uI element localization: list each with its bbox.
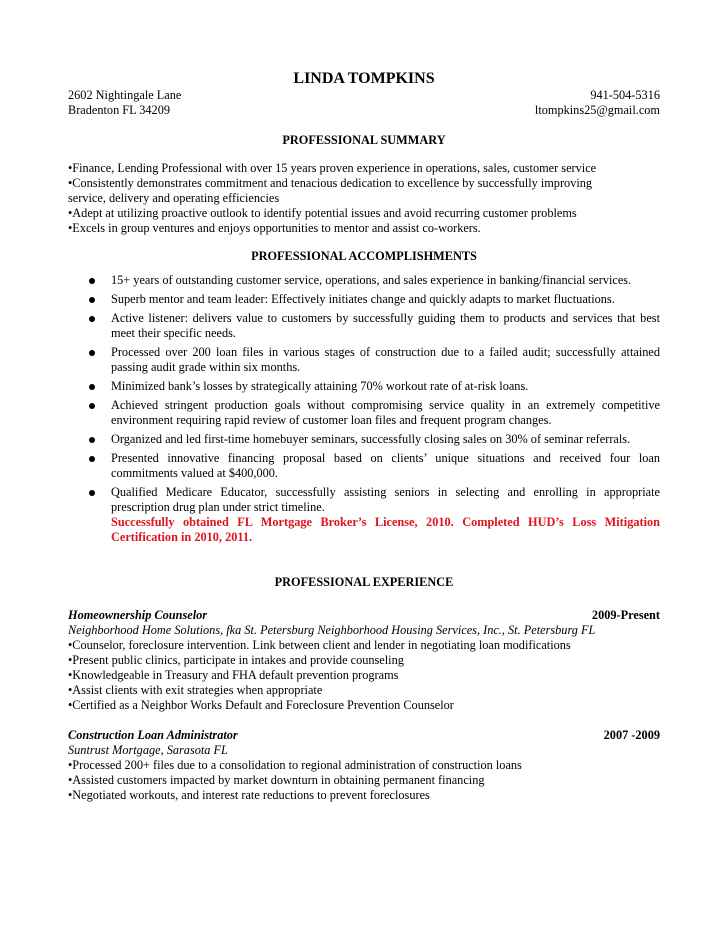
contact-row-1: [68, 88, 660, 103]
job-duty: •Negotiated workouts, and interest rate reductions to prevent foreclosures: [68, 788, 430, 802]
bullet-icon: [89, 297, 95, 303]
summary-line: •Finance, Lending Professional with over 15 years proven experience in operations, sales, customer service: [68, 161, 597, 175]
phone-number: 941-504-5316: [590, 88, 660, 102]
bullet-icon: [89, 278, 95, 284]
job-duty: •Assist clients with exit strategies when appropriate: [68, 683, 323, 697]
accomplishment-text: 15+ years of outstanding customer service, operations, and sales experience in banking/financial services.: [111, 273, 632, 287]
list-item: [68, 345, 660, 375]
list-item: [68, 292, 660, 307]
bullet-icon: [89, 316, 95, 322]
list-item: [68, 273, 660, 288]
job-duty: •Processed 200+ files due to a consolidation to regional administration of construction loans: [68, 758, 522, 772]
address-line-1: 2602 Nightingale Lane: [68, 88, 182, 102]
summary-line: •Adept at utilizing proactive outlook to identify potential issues and avoid recurring customer problems: [68, 206, 577, 220]
summary-line: service, delivery and operating efficiencies: [68, 191, 280, 205]
email-address: ltompkins25@gmail.com: [534, 103, 660, 117]
accomplishment-text: Organized and led first-time homebuyer seminars, successfully closing sales on 30% of seminar referrals.: [111, 432, 631, 446]
job-title: Construction Loan Administrator: [68, 728, 238, 742]
accomplishments-list: [68, 273, 660, 515]
job-header: [68, 728, 660, 743]
job-duty: •Assisted customers impacted by market downturn in obtaining permanent financing: [68, 773, 485, 787]
experience-heading: PROFESSIONAL EXPERIENCE: [274, 575, 454, 589]
job-dates: 2009-Present: [591, 608, 660, 622]
summary-block: [68, 161, 660, 236]
list-item: [68, 311, 660, 341]
job-header: [68, 608, 660, 623]
job-entry: [68, 608, 660, 713]
bullet-icon: [89, 350, 95, 356]
accomplishment-text: Active listener: delivers value to customers by successfully guiding them to products and services that best meet their specific needs.: [111, 311, 660, 340]
list-item: [68, 485, 660, 515]
job-duty: •Certified as a Neighbor Works Default and Foreclosure Prevention Counselor: [68, 698, 454, 712]
accomplishment-text: Processed over 200 loan files in various stages of construction due to a failed audit; successfully attained passing audit grade within six months.: [111, 345, 660, 374]
resume-page: [68, 70, 660, 803]
candidate-name: LINDA TOMPKINS: [293, 70, 435, 87]
bullet-icon: [89, 403, 95, 409]
job-dates: 2007 -2009: [603, 728, 660, 742]
accomplishment-text: Minimized bank’s losses by strategically attaining 70% workout rate of at-risk loans.: [111, 379, 529, 393]
job-employer: Neighborhood Home Solutions, fka St. Petersburg Neighborhood Housing Services, Inc., St. Petersburg FL: [68, 623, 596, 637]
bullet-icon: [89, 456, 95, 462]
bullet-icon: [89, 384, 95, 390]
summary-heading: PROFESSIONAL SUMMARY: [282, 133, 446, 147]
list-item: [68, 451, 660, 481]
job-title: Homeownership Counselor: [68, 608, 208, 622]
accomplishment-text: Achieved stringent production goals without compromising service quality in an extremely competitive environment requiring rapid review of customer loan files and frequent program changes.: [111, 398, 660, 427]
license-highlight: Successfully obtained FL Mortgage Broker’s License, 2010. Completed HUD’s Loss Mitigation Certification in 2010, 2011.: [111, 515, 660, 544]
accomplishment-text: Superb mentor and team leader: Effectively initiates change and quickly adapts to market fluctuations.: [111, 292, 615, 306]
summary-line: •Consistently demonstrates commitment and tenacious dedication to excellence by successfully improving: [68, 176, 593, 190]
job-duty: •Present public clinics, participate in intakes and provide counseling: [68, 653, 404, 667]
summary-line: •Excels in group ventures and enjoys opportunities to mentor and assist co-workers.: [68, 221, 481, 235]
accomplishment-text: Qualified Medicare Educator, successfully assisting seniors in selecting and enrolling in appropriate prescription drug plan under strict timeline.: [111, 485, 660, 514]
job-duty: •Knowledgeable in Treasury and FHA default prevention programs: [68, 668, 399, 682]
list-item: [68, 398, 660, 428]
bullet-icon: [89, 437, 95, 443]
list-item: [68, 379, 660, 394]
accomplishment-text: Presented innovative financing proposal based on clients’ unique situations and received four loan commitments valued at $400,000.: [111, 451, 660, 480]
job-employer: Suntrust Mortgage, Sarasota FL: [68, 743, 228, 757]
bullet-icon: [89, 490, 95, 496]
address-line-2: Bradenton FL 34209: [68, 103, 171, 117]
job-entry: [68, 728, 660, 803]
job-duty: •Counselor, foreclosure intervention. Link between client and lender in negotiating loan modifications: [68, 638, 571, 652]
accomplishments-heading: PROFESSIONAL ACCOMPLISHMENTS: [251, 249, 477, 263]
list-item: [68, 432, 660, 447]
contact-row-2: [68, 103, 660, 118]
